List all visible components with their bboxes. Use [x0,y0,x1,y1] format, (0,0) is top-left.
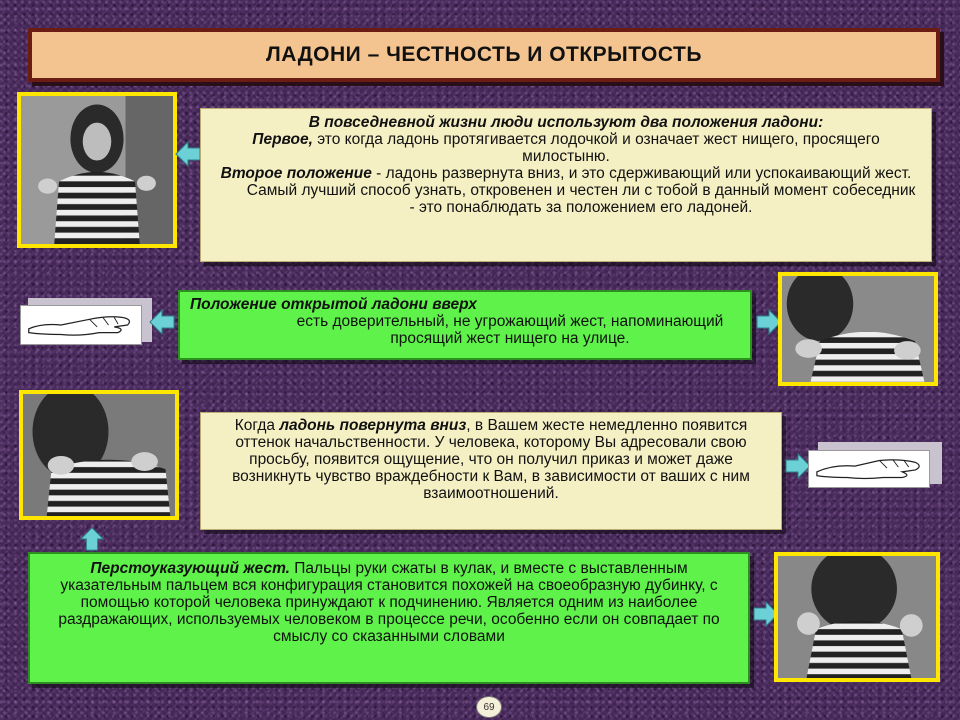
photo-woman-palms-1 [17,92,177,248]
pointing-gesture-label: Перстоуказующий жест. [90,560,290,577]
pointing-gesture-text: Пальцы руки сжаты в кулак, и вместе с выставленным указательным пальцем вся конфигурация становится похожей на своеобразную дубинку, с помощью которой человека принуждают к подчинению. Является одним из наиболее раздражающих, используемых человеком в процессе речи, особенно если он совпадает по смыслу со сказанными словами [58,560,720,645]
open-palm-heading: Положение открытой ладони вверх [190,296,477,313]
palm-down-pre: Когда [234,417,280,434]
palm-down-post: , в Вашем жесте немедленно появится оттенок начальственности. У человека, которому Вы адресовали свою просьбу, появится ощущение, что он получил приказ и может даже возникнуть чувство враждебности к Вам, в зависимости от ваших с ним взаимоотношений. [232,417,750,502]
open-palm-text-box [178,290,752,360]
arrow-left-icon [148,308,176,336]
best-way-text: Самый лучший способ узнать, откровенен и честен ли с тобой в данный момент собеседник - это понаблюдать за положением его ладоней. [246,182,916,216]
intro-text-box [200,108,932,262]
page-number: 69 [483,701,495,713]
arrow-up-icon [78,526,106,552]
first-position-text: это когда ладонь протягивается лодочкой и означает жест нищего, просящего милостыню. [312,131,880,165]
second-position-label: Второе положение [220,165,372,182]
photo-woman-palms-down [19,390,179,520]
palm-down-bold: ладонь повернута вниз [279,417,467,434]
arrow-left-icon [174,140,202,168]
first-position-label: Первое, [252,131,313,148]
palm-down-sketch-icon [808,450,930,488]
photo-woman-palms-up [778,272,938,386]
pointing-gesture-text-box [28,552,750,684]
slide-title: ЛАДОНИ – ЧЕСТНОСТЬ И ОТКРЫТОСТЬ [266,43,702,66]
second-position-text: - ладонь развернута вниз, и это сдерживающий или успокаивающий жест. [371,165,912,182]
palm-down-text-box [200,412,782,530]
intro-line: В повседневной жизни люди используют два положения ладони: [308,114,824,131]
page-number-badge [476,696,502,718]
slide-title-bar [28,28,940,82]
open-palm-text: есть доверительный, не угрожающий жест, напоминающий просящий жест нищего на улице. [296,313,724,347]
photo-woman-pointing [774,552,940,682]
palm-up-sketch-icon [20,305,142,345]
